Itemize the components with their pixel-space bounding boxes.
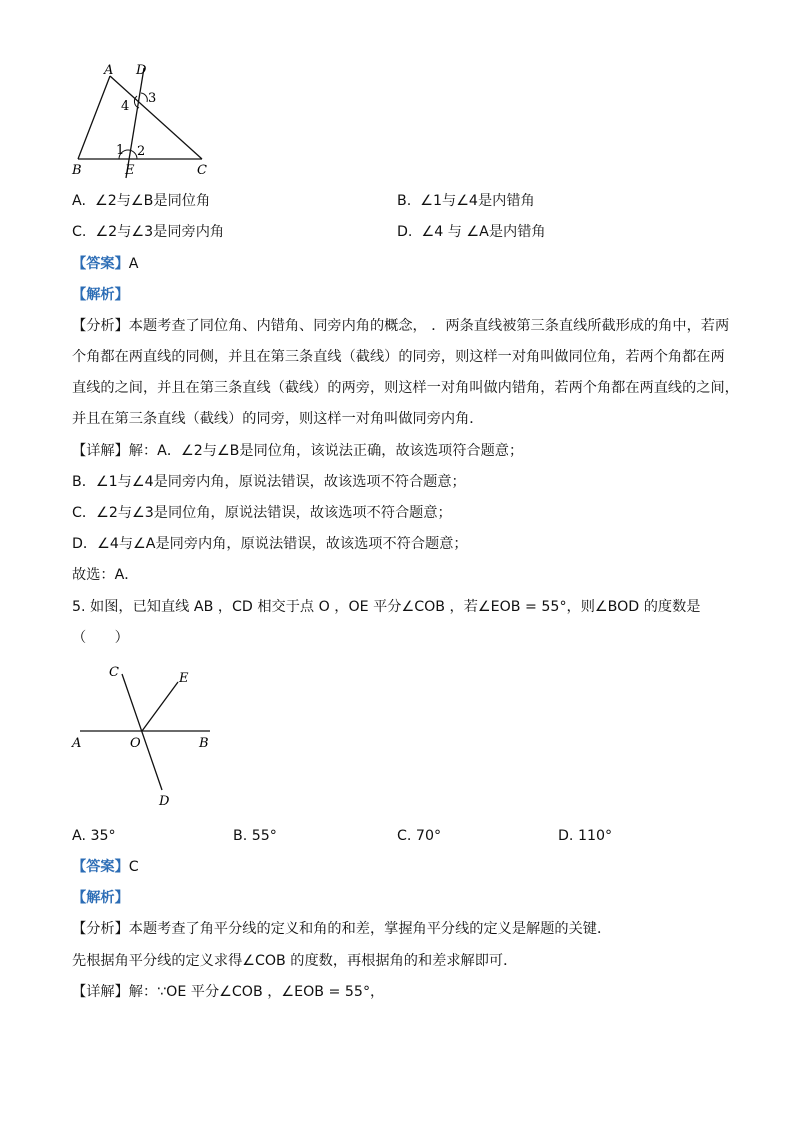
option-text: ∠2与∠B是同位角 bbox=[95, 193, 211, 209]
q5-option-d[interactable]: D. 110° bbox=[558, 828, 613, 844]
q4-fenxi-line2: 个角都在两直线的同侧，并且在第三条直线（截线）的同旁，则这样一对角叫做同位角，若两个角都在两 bbox=[72, 349, 725, 365]
label-A: A bbox=[104, 63, 114, 78]
label-C: C bbox=[109, 665, 119, 680]
q5-detail-line1 bbox=[72, 982, 384, 1002]
fenxi-tag: 【分析】 bbox=[72, 921, 129, 937]
option-letter: A. bbox=[72, 193, 86, 209]
q5-answer bbox=[72, 857, 139, 877]
fenxi-tag: 【分析】 bbox=[72, 318, 129, 334]
fenxi-text: 本题考查了同位角、内错角、同旁内角的概念， ．两条直线被第三条直线所截形成的角中，若两 bbox=[128, 318, 730, 334]
answer-tag: 【答案】 bbox=[72, 256, 129, 272]
detail-text: 解：A．∠2与∠B是同位角，该说法正确，故该选项符合题意； bbox=[128, 443, 524, 459]
q4-fenxi-line4: 并且在第三条直线（截线）的同旁，则这样一对角叫做同旁内角． bbox=[72, 411, 484, 427]
option-text: ∠2与∠3是同旁内角 bbox=[95, 224, 225, 240]
analysis-tag: 【解析】 bbox=[72, 890, 129, 906]
option-text: ∠1与∠4是内错角 bbox=[420, 193, 535, 209]
q4-detail-line1 bbox=[72, 441, 523, 461]
q5-fenxi-line2: 先根据角平分线的定义求得∠COB 的度数，再根据角的和差求解即可． bbox=[72, 953, 518, 969]
q5-analysis-heading bbox=[72, 888, 129, 908]
q4-answer bbox=[72, 254, 138, 274]
label-D: D bbox=[159, 794, 170, 809]
q4-fenxi-line3: 直线的之间，并且在第三条直线（截线）的两旁，则这样一对角叫做内错角，若两个角都在两直线的之间， bbox=[72, 380, 739, 396]
option-letter: D. bbox=[397, 224, 413, 240]
q5-option-b[interactable]: B. 55° bbox=[233, 828, 277, 844]
option-letter: C. bbox=[72, 224, 87, 240]
label-A: A bbox=[72, 736, 82, 751]
label-E: E bbox=[179, 671, 189, 686]
intersecting-lines-figure bbox=[66, 660, 226, 810]
angle-label-4: 4 bbox=[121, 99, 130, 114]
q5-stem-line1: 5. 如图，已知直线 AB ，CD 相交于点 O ，OE 平分∠COB ，若∠EOB = 55°，则∠BOD 的度数是 bbox=[72, 599, 701, 615]
angle-label-2: 2 bbox=[137, 144, 146, 159]
angle-label-1: 1 bbox=[116, 143, 125, 158]
q4-conclusion: 故选：A． bbox=[72, 567, 139, 583]
label-O: O bbox=[130, 736, 141, 751]
q4-detail-line4: D．∠4与∠A是同旁内角，原说法错误，故该选项不符合题意； bbox=[72, 536, 468, 552]
q5-stem-line2: （ ） bbox=[72, 630, 129, 646]
detail-tag: 【详解】 bbox=[72, 443, 129, 459]
fenxi-text: 本题考查了角平分线的定义和角的和差，掌握角平分线的定义是解题的关键． bbox=[128, 921, 612, 937]
q4-detail-line2: B．∠1与∠4是同旁内角，原说法错误，故该选项不符合题意； bbox=[72, 474, 466, 490]
q4-option-a[interactable] bbox=[72, 191, 210, 211]
q4-fenxi-line1 bbox=[72, 316, 729, 336]
answer-tag: 【答案】 bbox=[72, 859, 129, 875]
option-text: ∠4 与 ∠A是内错角 bbox=[421, 224, 546, 240]
option-letter: B. bbox=[397, 193, 412, 209]
q5-option-a[interactable]: A. 35° bbox=[72, 828, 116, 844]
q4-option-c[interactable] bbox=[72, 222, 224, 242]
detail-text: 解：∵OE 平分∠COB ，∠EOB = 55°， bbox=[128, 984, 385, 1000]
label-B: B bbox=[199, 736, 209, 751]
q4-analysis-heading bbox=[72, 285, 129, 305]
q4-option-d[interactable] bbox=[397, 222, 546, 242]
q4-detail-line3: C．∠2与∠3是同位角，原说法错误，故该选项不符合题意； bbox=[72, 505, 452, 521]
q4-option-b[interactable] bbox=[397, 191, 535, 211]
detail-tag: 【详解】 bbox=[72, 984, 129, 1000]
analysis-tag: 【解析】 bbox=[72, 287, 129, 303]
label-E: E bbox=[125, 163, 135, 178]
label-D: D bbox=[136, 63, 147, 78]
angle-label-3: 3 bbox=[148, 91, 157, 106]
triangle-transversal-figure bbox=[60, 58, 230, 183]
q5-fenxi-line1 bbox=[72, 919, 611, 939]
q5-option-c[interactable]: C. 70° bbox=[397, 828, 442, 844]
answer-value: A bbox=[128, 256, 139, 272]
label-B: B bbox=[72, 163, 82, 178]
label-C: C bbox=[197, 163, 207, 178]
answer-value: C bbox=[128, 859, 139, 875]
